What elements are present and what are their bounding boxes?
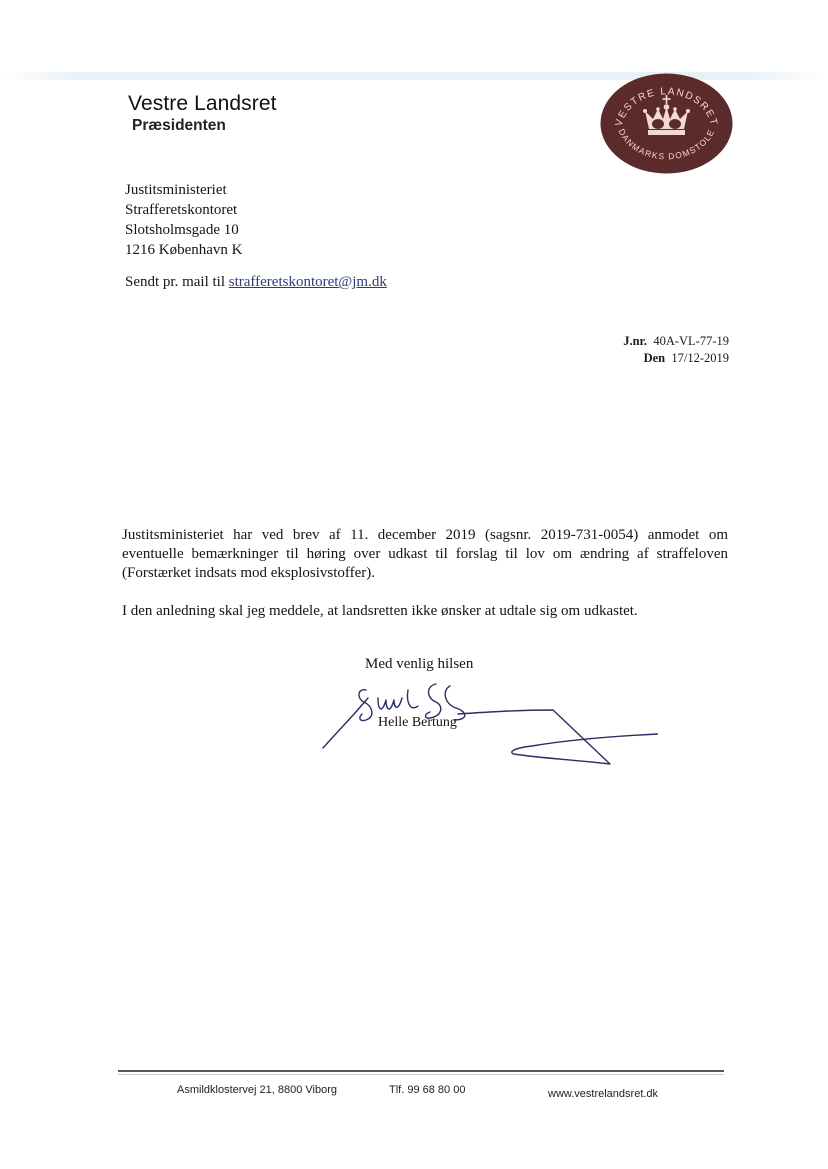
case-number-label: J.nr. — [623, 334, 648, 348]
date-label: Den — [643, 351, 666, 365]
handwritten-signature — [318, 676, 658, 776]
court-name: Vestre Landsret — [128, 92, 277, 115]
recipient-line: Justitsministeriet — [125, 182, 227, 198]
seal-bottom-text: DANMARKS DOMSTOLE — [616, 127, 717, 162]
date-value: 17/12-2019 — [671, 351, 729, 365]
sent-by-mail-line — [125, 274, 387, 291]
case-number-row — [623, 333, 729, 350]
case-number-value: 40A-VL-77-19 — [653, 334, 729, 348]
footer-website[interactable]: www.vestrelandsret.dk — [548, 1088, 659, 1100]
footer-phone: Tlf. 99 68 80 00 — [389, 1084, 466, 1096]
recipient-line: Strafferetskontoret — [125, 202, 238, 218]
footer-divider-shadow — [118, 1074, 724, 1075]
email-link[interactable]: strafferetskontoret@jm.dk — [228, 274, 387, 290]
recipient-line: Slotsholmsgade 10 — [125, 222, 239, 238]
sent-prefix: Sendt pr. mail til — [125, 274, 225, 290]
recipient-line: 1216 København K — [125, 242, 243, 258]
date-row — [623, 350, 729, 367]
letterhead — [128, 92, 277, 135]
body-paragraph: I den anledning skal jeg meddele, at landsretten ikke ønsker at udtale sig om udkastet. — [122, 603, 638, 619]
recipient-address — [125, 180, 242, 260]
sender-title: Præsidenten — [132, 117, 226, 134]
seal-top-text: VESTRE LANDSRET — [613, 86, 720, 128]
letter-body — [122, 526, 728, 640]
reference-block — [623, 333, 729, 367]
court-seal-logo — [600, 73, 733, 174]
footer-divider — [118, 1070, 724, 1072]
footer-address: Asmildklostervej 21, 8800 Viborg — [177, 1084, 337, 1096]
signer-name: Helle Bertung — [378, 715, 457, 730]
body-paragraph: Justitsministeriet har ved brev af 11. december 2019 (sagsnr. 2019-731-0054) anmodet om eventuelle bemærkninger til høring over udkast til forslag til lov om ændring af straffeloven (Forstærket indsats mod eksplosivstoffer). — [122, 527, 728, 581]
closing-greeting: Med venlig hilsen — [365, 656, 474, 672]
